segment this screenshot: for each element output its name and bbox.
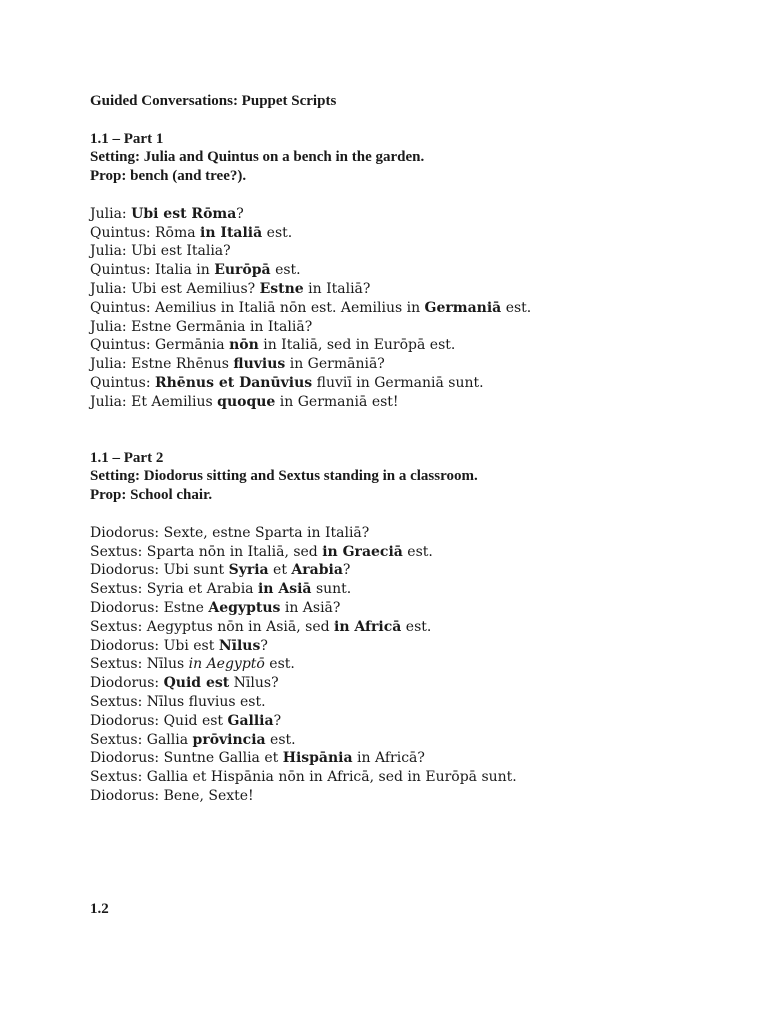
- dialogue-line: [90, 543, 730, 562]
- document-page: [90, 92, 730, 918]
- text-segment: in Italiā?: [303, 280, 371, 297]
- text-segment: Quintus: Rōma: [90, 224, 201, 241]
- part1-setting: Setting: Julia and Quintus on a bench in the garden.: [90, 149, 425, 166]
- bold-text: Germaniā: [424, 299, 502, 316]
- part1-prop: Prop: bench (and tree?).: [90, 168, 247, 185]
- part2-prop: Prop: School chair.: [90, 487, 213, 504]
- section-1-2-heading: 1.2: [90, 900, 109, 917]
- bold-text: Quid est: [163, 675, 230, 692]
- bold-text: Hispānia: [282, 750, 353, 767]
- bold-text: in Graeciā: [322, 543, 403, 560]
- bold-text: Gallia: [227, 712, 274, 729]
- text-segment: Julia: Et Aemilius: [90, 393, 218, 410]
- text-segment: est.: [262, 224, 293, 241]
- text-segment: in Germāniā?: [285, 356, 385, 373]
- document-title: Guided Conversations: Puppet Scripts: [90, 93, 337, 109]
- text-segment: Diodorus: Estne: [90, 599, 209, 616]
- dialogue-line: [90, 280, 730, 299]
- text-segment: Diodorus: Suntne Gallia et: [90, 750, 283, 767]
- text-segment: Sextus: Syria et Arabia: [90, 581, 258, 598]
- part2-setting: Setting: Diodorus sitting and Sextus standing in a classroom.: [90, 468, 478, 485]
- spacer: [90, 505, 730, 524]
- text-segment: in Africā?: [352, 750, 425, 767]
- text-segment: Quintus:: [90, 374, 155, 391]
- bold-text: Eurōpā: [214, 262, 271, 279]
- dialogue-line: [90, 768, 730, 787]
- text-segment: Quintus: Italia in: [90, 262, 215, 279]
- text-segment: Quintus: Germānia: [90, 337, 230, 354]
- bold-text: in Asiā: [257, 581, 312, 598]
- text-segment: in Italiā, sed in Eurōpā est.: [258, 337, 456, 354]
- text-segment: in Asiā?: [280, 599, 341, 616]
- spacer: [90, 111, 730, 130]
- dialogue-line: [90, 618, 730, 637]
- spacer: [90, 186, 730, 205]
- text-segment: sunt.: [311, 581, 352, 598]
- bold-text: Aegyptus: [208, 599, 281, 616]
- bold-text: prōvincia: [192, 731, 266, 748]
- text-segment: Diodorus:: [90, 675, 164, 692]
- bold-text: Arabia: [291, 562, 343, 579]
- dialogue-line: [90, 524, 730, 543]
- part1-heading: 1.1 – Part 1: [90, 130, 164, 147]
- text-segment: Diodorus: Ubi est: [90, 637, 219, 654]
- text-segment: ?: [342, 562, 351, 579]
- text-segment: est.: [270, 262, 301, 279]
- bold-text: in Africā: [334, 618, 402, 635]
- text-segment: Quintus: Aemilius in Italiā nōn est. Aemilius in: [90, 299, 425, 316]
- text-segment: Diodorus: Ubi sunt: [90, 562, 229, 579]
- text-segment: Sextus: Gallia et Hispānia nōn in Africā, sed in Eurōpā sunt.: [90, 769, 517, 786]
- text-segment: Nīlus?: [229, 675, 279, 692]
- text-segment: Sextus: Nīlus fluvius est.: [90, 693, 266, 710]
- text-segment: Julia: Ubi est Italia?: [90, 243, 231, 260]
- dialogue-line: [90, 261, 730, 280]
- dialogue-line: [90, 599, 730, 618]
- bold-text: Estne: [259, 280, 304, 297]
- dialogue-line: [90, 712, 730, 731]
- bold-text: quoque: [217, 393, 276, 410]
- spacer: [90, 412, 730, 449]
- text-segment: fluviī in Germaniā sunt.: [312, 374, 484, 391]
- text-segment: Diodorus: Bene, Sexte!: [90, 787, 254, 804]
- dialogue-line: [90, 731, 730, 750]
- bold-text: in Italiā: [200, 224, 263, 241]
- dialogue-line: [90, 580, 730, 599]
- text-segment: ?: [273, 712, 282, 729]
- part2-dialogue: [90, 524, 730, 806]
- text-segment: Julia: Ubi est Aemilius?: [90, 280, 260, 297]
- dialogue-line: [90, 205, 730, 224]
- dialogue-line: [90, 637, 730, 656]
- text-segment: est.: [402, 543, 433, 560]
- bold-text: Rhēnus et Danūvius: [154, 374, 313, 391]
- bold-text: nōn: [229, 337, 259, 354]
- text-segment: est.: [265, 731, 296, 748]
- part2-heading: 1.1 – Part 2: [90, 449, 164, 466]
- dialogue-line: [90, 561, 730, 580]
- dialogue-line: [90, 374, 730, 393]
- text-segment: Diodorus: Sexte, estne Sparta in Italiā?: [90, 524, 370, 541]
- dialogue-line: [90, 393, 730, 412]
- bold-text: Syria: [228, 562, 269, 579]
- dialogue-line: [90, 749, 730, 768]
- text-segment: Sextus: Aegyptus nōn in Asiā, sed: [90, 618, 335, 635]
- dialogue-line: [90, 787, 730, 806]
- dialogue-line: [90, 336, 730, 355]
- text-segment: ?: [236, 205, 244, 222]
- bold-text: fluvius: [233, 356, 286, 373]
- part1-dialogue: [90, 205, 730, 412]
- text-segment: Sextus: Gallia: [90, 731, 193, 748]
- text-segment: Sextus: Sparta nōn in Italiā, sed: [90, 543, 323, 560]
- text-segment: Julia: Estne Germānia in Italiā?: [90, 318, 313, 335]
- dialogue-line: [90, 355, 730, 374]
- dialogue-line: [90, 299, 730, 318]
- text-segment: Julia:: [90, 205, 132, 222]
- text-segment: est.: [401, 618, 432, 635]
- spacer: [90, 806, 730, 900]
- dialogue-line: [90, 242, 730, 261]
- text-segment: ?: [260, 637, 268, 654]
- dialogue-line: [90, 655, 730, 674]
- dialogue-line: [90, 224, 730, 243]
- text-segment: Julia: Estne Rhēnus: [90, 356, 234, 373]
- text-segment: Diodorus: Quid est: [90, 712, 228, 729]
- italic-text: in Aegyptō: [188, 656, 265, 673]
- dialogue-line: [90, 318, 730, 337]
- bold-text: Ubi est Rōma: [131, 205, 237, 222]
- text-segment: est.: [264, 656, 295, 673]
- dialogue-line: [90, 693, 730, 712]
- dialogue-line: [90, 674, 730, 693]
- text-segment: Sextus: Nīlus: [90, 656, 189, 673]
- text-segment: et: [268, 562, 292, 579]
- text-segment: in Germaniā est!: [275, 393, 399, 410]
- bold-text: Nīlus: [218, 637, 261, 654]
- text-segment: est.: [501, 299, 532, 316]
